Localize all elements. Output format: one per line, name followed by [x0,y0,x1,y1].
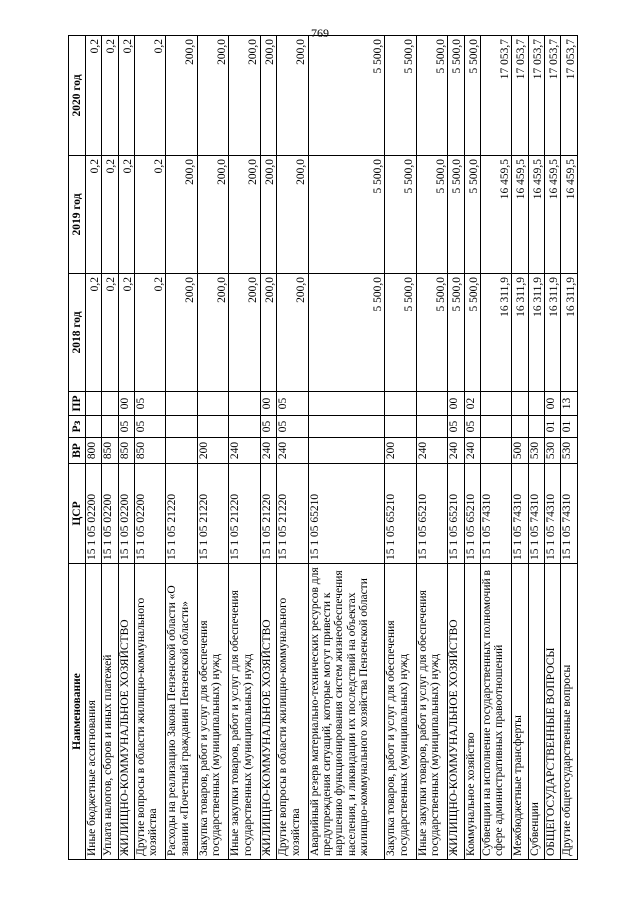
row-vr: 240 [277,438,308,464]
row-value-2019: 16 459,5 [480,156,511,274]
row-value-2020: 0,2 [118,36,134,156]
row-value-2019: 16 459,5 [561,156,578,274]
row-value-2019: 0,2 [118,156,134,274]
row-name: Межбюджетные трансферты [512,564,528,860]
row-value-2020: 5 500,0 [308,36,385,156]
row-vr [166,438,197,464]
row-rz: 01 [561,416,578,438]
row-value-2018: 16 311,9 [512,274,528,392]
row-pr [416,392,447,416]
row-name: Другие вопросы в области жилищно-коммунального хозяйства [277,564,308,860]
row-rz [229,416,260,438]
header-year-2020: 2020 год [69,36,86,156]
table-row [512,36,528,860]
row-value-2020: 200,0 [260,36,276,156]
row-pr: 00 [118,392,134,416]
row-value-2020: 5 500,0 [448,36,464,156]
row-vr [308,438,385,464]
row-value-2018: 5 500,0 [308,274,385,392]
table-row [277,36,308,860]
row-pr: 00 [260,392,276,416]
row-pr: 00 [545,392,561,416]
row-value-2020: 0,2 [86,36,102,156]
row-csr: 15 1 05 74310 [480,464,511,564]
row-csr: 15 1 05 65210 [308,464,385,564]
header-year-2019: 2019 год [69,156,86,274]
row-value-2018: 0,2 [102,274,118,392]
table-row [134,36,165,860]
row-rz: 05 [118,416,134,438]
row-name: Аварийный резерв материально-технических ресурсов для предупреждения ситуаций, которые могут привести к нарушению функционирования систем жизнеобеспечения населения, и ликвидации их последствий на объектах жилищно-коммунального хозяйства Пензенской области [308,564,385,860]
row-name: ЖИЛИЩНО-КОММУНАЛЬНОЕ ХОЗЯЙСТВО [448,564,464,860]
row-name: Уплата налогов, сборов и иных платежей [102,564,118,860]
row-csr: 15 1 05 65210 [416,464,447,564]
row-name: ЖИЛИЩНО-КОММУНАЛЬНОЕ ХОЗЯЙСТВО [118,564,134,860]
row-value-2020: 200,0 [229,36,260,156]
row-csr: 15 1 05 74310 [545,464,561,564]
row-name: Расходы на реализацию Закона Пензенской области «О звании «Почетный гражданин Пензенской области» [166,564,197,860]
row-value-2018: 5 500,0 [464,274,480,392]
table-body [86,36,578,860]
row-value-2019: 5 500,0 [464,156,480,274]
row-csr: 15 1 05 74310 [528,464,544,564]
header-rz: Рз [69,416,86,438]
row-pr: 05 [277,392,308,416]
table-row [229,36,260,860]
table-row [260,36,276,860]
row-name: Субвенции на исполнение государственных полномочий в сфере административных правоотношений [480,564,511,860]
row-value-2018: 5 500,0 [416,274,447,392]
row-value-2019: 0,2 [102,156,118,274]
row-rz [480,416,511,438]
row-vr: 530 [528,438,544,464]
row-value-2018: 16 311,9 [545,274,561,392]
row-rz: 05 [448,416,464,438]
budget-table [68,35,578,860]
row-value-2018: 0,2 [118,274,134,392]
row-vr: 800 [86,438,102,464]
row-value-2018: 200,0 [166,274,197,392]
table-row [197,36,228,860]
row-pr [229,392,260,416]
row-rz [197,416,228,438]
row-pr: 05 [134,392,165,416]
row-value-2018: 0,2 [86,274,102,392]
row-name: Закупка товаров, работ и услуг для обеспечения государственных (муниципальных) нужд [197,564,228,860]
row-name: Иные бюджетные ассигнования [86,564,102,860]
row-value-2018: 200,0 [277,274,308,392]
table-row [545,36,561,860]
row-rz [102,416,118,438]
row-csr: 15 1 05 21220 [277,464,308,564]
row-value-2020: 17 053,7 [480,36,511,156]
header-csr: ЦСР [69,464,86,564]
row-rz [86,416,102,438]
table-row [385,36,416,860]
row-rz [528,416,544,438]
row-csr: 15 1 05 74310 [512,464,528,564]
table-row [464,36,480,860]
row-value-2019: 200,0 [260,156,276,274]
row-vr: 240 [416,438,447,464]
rotated-table-container [68,36,578,860]
row-value-2020: 0,2 [102,36,118,156]
row-csr: 15 1 05 02200 [102,464,118,564]
row-pr: 02 [464,392,480,416]
row-vr: 240 [464,438,480,464]
header-name: Наименование [69,564,86,860]
row-value-2018: 5 500,0 [448,274,464,392]
row-vr: 500 [512,438,528,464]
row-value-2019: 200,0 [197,156,228,274]
row-csr: 15 1 05 21220 [166,464,197,564]
row-value-2019: 0,2 [134,156,165,274]
row-rz [385,416,416,438]
table-row [118,36,134,860]
row-csr: 15 1 05 21220 [197,464,228,564]
row-rz: 05 [134,416,165,438]
row-csr: 15 1 05 65210 [448,464,464,564]
row-name: Иные закупки товаров, работ и услуг для обеспечения государственных (муниципальных) нужд [416,564,447,860]
row-value-2018: 200,0 [260,274,276,392]
row-value-2018: 200,0 [229,274,260,392]
row-value-2019: 0,2 [86,156,102,274]
row-vr: 530 [561,438,578,464]
row-value-2018: 16 311,9 [561,274,578,392]
row-value-2020: 5 500,0 [385,36,416,156]
row-vr [480,438,511,464]
table-header-row [69,36,86,860]
row-rz [308,416,385,438]
row-value-2019: 5 500,0 [385,156,416,274]
row-value-2020: 17 053,7 [512,36,528,156]
row-value-2020: 200,0 [197,36,228,156]
table-row [416,36,447,860]
row-name: Другие вопросы в области жилищно-коммунального хозяйства [134,564,165,860]
row-rz [166,416,197,438]
row-value-2019: 200,0 [277,156,308,274]
row-vr: 530 [545,438,561,464]
table-row [102,36,118,860]
row-vr: 240 [448,438,464,464]
row-rz: 05 [464,416,480,438]
row-value-2020: 200,0 [166,36,197,156]
row-pr [86,392,102,416]
row-rz: 05 [277,416,308,438]
row-value-2019: 200,0 [229,156,260,274]
row-vr: 200 [197,438,228,464]
header-vr: ВР [69,438,86,464]
row-value-2018: 0,2 [134,274,165,392]
row-value-2020: 5 500,0 [416,36,447,156]
row-value-2018: 5 500,0 [385,274,416,392]
row-value-2020: 5 500,0 [464,36,480,156]
row-pr [197,392,228,416]
row-csr: 15 1 05 02200 [86,464,102,564]
row-rz: 05 [260,416,276,438]
row-pr: 00 [448,392,464,416]
header-pr: ПР [69,392,86,416]
row-value-2019: 5 500,0 [416,156,447,274]
row-vr: 240 [260,438,276,464]
row-value-2020: 17 053,7 [561,36,578,156]
header-year-2018: 2018 год [69,274,86,392]
row-pr [308,392,385,416]
page-number: 769 [311,26,329,40]
row-csr: 15 1 05 21220 [229,464,260,564]
row-value-2019: 200,0 [166,156,197,274]
row-value-2019: 5 500,0 [308,156,385,274]
row-name: ОБЩЕГОСУДАРСТВЕННЫЕ ВОПРОСЫ [545,564,561,860]
table-row [480,36,511,860]
row-vr: 240 [229,438,260,464]
table-row [308,36,385,860]
row-csr: 15 1 05 74310 [561,464,578,564]
row-value-2020: 200,0 [277,36,308,156]
row-pr [385,392,416,416]
row-csr: 15 1 05 65210 [385,464,416,564]
row-value-2018: 16 311,9 [528,274,544,392]
row-csr: 15 1 05 65210 [464,464,480,564]
row-value-2018: 16 311,9 [480,274,511,392]
row-name: Другие общегосударственные вопросы [561,564,578,860]
table-row [528,36,544,860]
row-pr [480,392,511,416]
row-name: Коммунальное хозяйство [464,564,480,860]
row-vr: 850 [118,438,134,464]
row-csr: 15 1 05 02200 [118,464,134,564]
row-pr [512,392,528,416]
row-pr [166,392,197,416]
row-value-2019: 16 459,5 [545,156,561,274]
row-value-2020: 17 053,7 [545,36,561,156]
row-name: Субвенции [528,564,544,860]
row-vr: 850 [134,438,165,464]
row-pr [528,392,544,416]
row-value-2020: 0,2 [134,36,165,156]
row-value-2018: 200,0 [197,274,228,392]
table-row [561,36,578,860]
row-name: Закупка товаров, работ и услуг для обеспечения государственных (муниципальных) нужд [385,564,416,860]
row-vr: 850 [102,438,118,464]
row-pr [102,392,118,416]
row-vr: 200 [385,438,416,464]
table-row [448,36,464,860]
row-rz: 01 [545,416,561,438]
row-value-2019: 5 500,0 [448,156,464,274]
row-rz [512,416,528,438]
row-csr: 15 1 05 02200 [134,464,165,564]
row-name: Иные закупки товаров, работ и услуг для обеспечения государственных (муниципальных) нужд [229,564,260,860]
row-value-2020: 17 053,7 [528,36,544,156]
table-row [86,36,102,860]
row-rz [416,416,447,438]
row-name: ЖИЛИЩНО-КОММУНАЛЬНОЕ ХОЗЯЙСТВО [260,564,276,860]
row-value-2019: 16 459,5 [528,156,544,274]
row-csr: 15 1 05 21220 [260,464,276,564]
table-row [166,36,197,860]
row-value-2019: 16 459,5 [512,156,528,274]
row-pr: 13 [561,392,578,416]
